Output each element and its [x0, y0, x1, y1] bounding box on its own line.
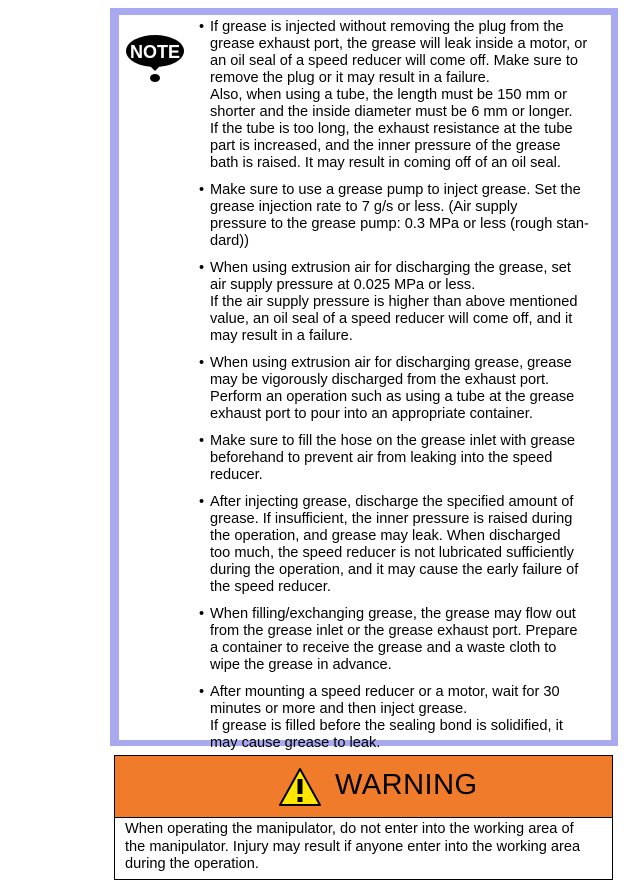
note-list [199, 19, 607, 762]
note-list-item [199, 684, 607, 752]
note-text-line: Also, when using a tube, the length must be 150 mm or [210, 87, 567, 103]
warning-body [115, 818, 612, 874]
note-text-line: Make sure to fill the hose on the grease inlet with grease [210, 433, 576, 449]
note-text-line: dard)) [210, 233, 249, 249]
note-list-item [199, 494, 607, 596]
warning-box [114, 755, 613, 880]
note-text-line: If the air supply pressure is higher than above mentioned [210, 294, 578, 310]
note-text-line: grease injection rate to 7 g/s or less. (Air supply [210, 199, 518, 215]
note-text-line: grease. If insufficient, the inner pressure is raised during [210, 511, 573, 527]
note-content-area [119, 15, 611, 751]
warning-text-line: When operating the manipulator, do not enter into the working area of [125, 821, 574, 837]
note-text-line: When using extrusion air for discharging grease, grease [210, 355, 572, 371]
note-text-line: If grease is filled before the sealing bond is solidified, it [210, 718, 563, 734]
note-text-line: air supply pressure at 0.025 MPa or less. [210, 277, 476, 293]
bullet-icon: • [199, 494, 205, 510]
note-text-line: Make sure to use a grease pump to inject grease. Set the [210, 182, 581, 198]
note-text-line: may be vigorously discharged from the exhaust port. [210, 372, 550, 388]
note-text-line: remove the plug or it may result in a failure. [210, 70, 490, 86]
note-icon [125, 31, 185, 85]
warning-triangle-icon [278, 767, 322, 807]
note-text-line: bath is raised. It may result in coming off of an oil seal. [210, 155, 561, 171]
note-list-item [199, 355, 607, 423]
warning-text-line: during the operation. [125, 856, 259, 872]
note-text-line: from the grease inlet or the grease exhaust port. Prepare [210, 623, 578, 639]
bullet-icon: • [199, 606, 205, 622]
note-text-line: wipe the grease in advance. [210, 657, 392, 673]
note-icon-label: NOTE [129, 42, 181, 62]
note-text-line: exhaust port to pour into an appropriate container. [210, 406, 533, 422]
bullet-icon: • [199, 260, 205, 276]
note-text-line: grease exhaust port, the grease will leak inside a motor, or [210, 36, 588, 52]
note-text-line: After injecting grease, discharge the specified amount of [210, 494, 574, 510]
note-text-line: value, an oil seal of a speed reducer will come off, and it [210, 311, 573, 327]
note-list-item [199, 19, 607, 172]
bullet-icon: • [199, 684, 205, 700]
note-text-line: When filling/exchanging grease, the grease may flow out [210, 606, 576, 622]
note-text-line: too much, the speed reducer is not lubricated sufficiently [210, 545, 574, 561]
note-text-line: during the operation, and it may cause the early failure of [210, 562, 579, 578]
note-list-item [199, 606, 607, 674]
note-text-line: When using extrusion air for discharging the grease, set [210, 260, 571, 276]
note-text-line: If the tube is too long, the exhaust resistance at the tube [210, 121, 573, 137]
warning-title: WARNING [335, 769, 478, 801]
bullet-icon: • [199, 19, 205, 35]
note-text-line: Perform an operation such as using a tube at the grease [210, 389, 575, 405]
note-text-line: may cause grease to leak. [210, 735, 381, 751]
note-text-line: a container to receive the grease and a waste cloth to [210, 640, 557, 656]
warning-text-line: the manipulator. Injury may result if anyone enter into the working area [125, 838, 581, 855]
note-text-line: beforehand to prevent air from leaking into the speed [210, 450, 553, 466]
note-text-line: After mounting a speed reducer or a motor, wait for 30 [210, 684, 560, 700]
warning-header [115, 756, 612, 818]
note-text-line: the operation, and grease may leak. When discharged [210, 528, 561, 544]
note-list-item [199, 433, 607, 484]
note-text-line: the speed reducer. [210, 579, 331, 595]
bullet-icon: • [199, 433, 205, 449]
note-text-line: part is increased, and the inner pressure of the grease [210, 138, 561, 154]
note-text-line: reducer. [210, 467, 263, 483]
note-text-line: minutes or more and then inject grease. [210, 701, 468, 717]
bullet-icon: • [199, 182, 205, 198]
note-box [110, 8, 618, 751]
note-list-item [199, 182, 607, 250]
note-text-line: an oil seal of a speed reducer will come off. Make sure to [210, 53, 579, 69]
note-text-line: may result in a failure. [210, 328, 353, 344]
note-text-line: shorter and the inside diameter must be 6 mm or longer. [210, 104, 573, 120]
bullet-icon: • [199, 355, 205, 371]
note-text-line: pressure to the grease pump: 0.3 MPa or less (rough stan- [210, 216, 589, 232]
note-text-line: If grease is injected without removing the plug from the [210, 19, 564, 35]
note-list-item [199, 260, 607, 345]
